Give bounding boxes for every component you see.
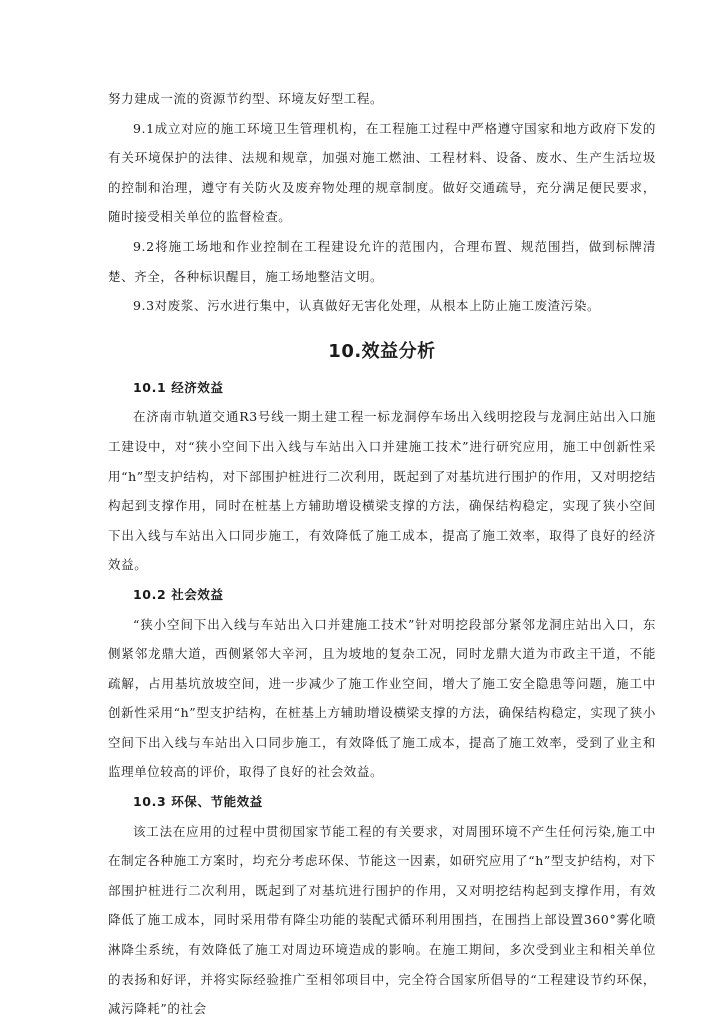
- document-body: [108, 84, 656, 1024]
- subsection-10-1-paragraph: 在济南市轨道交通R3号线一期土建工程一标龙洞停车场出入线明挖段与龙洞庄站出入口施工建设中，对“狭小空间下出入线与车站出入口并建施工技术”进行研究应用，施工中创新性采用“h”型支护结构，对下部围护桩进行二次利用，既起到了对基坑进行围护的作用，又对明挖结构起到支撑作用，同时在桩基上方辅助增设横梁支撑的方法，确保结构稳定，实现了狭小空间下出入线与车站出入口同步施工，有效降低了施工成本，提高了施工效率，取得了良好的经济效益。: [108, 409, 656, 573]
- item-9-2-paragraph: 9.2将施工场地和作业控制在工程建设允许的范围内，合理布置、规范围挡，做到标牌清楚、齐全，各种标识醒目，施工场地整洁文明。: [108, 238, 656, 284]
- item-9-3-paragraph: 9.3对废浆、污水进行集中，认真做好无害化处理，从根本上防止施工废渣污染。: [133, 298, 601, 314]
- subsection-10-3-heading: 10.3 环保、节能效益: [133, 794, 263, 810]
- intro-continuation: 努力建成一流的资源节约型、环境友好型工程。: [108, 91, 384, 106]
- section-10-heading: 10.效益分析: [328, 340, 436, 362]
- subsection-10-2-paragraph: “狭小空间下出入线与车站出入口并建施工技术”针对明挖段部分紧邻龙洞庄站出入口，东侧紧邻龙鼎大道，西侧紧邻大辛河，且为坡地的复杂工况，同时龙鼎大道为市政主干道，不能疏解，占用基坑放坡空间，进一步减少了施工作业空间，增大了施工安全隐患等问题，施工中创新性采用“h”型支护结构，在桩基上方辅助增设横梁支撑的方法，确保结构稳定，实现了狭小空间下出入线与车站出入口同步施工，有效降低了施工成本，提高了施工效率，受到了业主和监理单位较高的评价，取得了良好的社会效益。: [108, 616, 656, 780]
- item-9-1-paragraph: 9.1成立对应的施工环境卫生管理机构，在工程施工过程中严格遵守国家和地方政府下发的有关环境保护的法律、法规和规章，加强对施工燃油、工程材料、设备、废水、生产生活垃圾的控制和治理，遵守有关防火及废弃物处理的规章制度。做好交通疏导，充分满足便民要求，随时接受相关单位的监督检查。: [108, 120, 656, 225]
- subsection-10-3-paragraph: 该工法在应用的过程中贯彻国家节能工程的有关要求，对周围环境不产生任何污染,施工中在制定各种施工方案时，均充分考虑环保、节能这一因素，如研究应用了“h”型支护结构，对下部围护桩进行二次利用，既起到了对基坑进行围护的作用，又对明挖结构起到支撑作用，有效降低了施工成本，同时采用带有降尘功能的装配式循环利用围挡，在围挡上部设置360°雾化喷淋降尘系统，有效降低了施工对周边环境造成的影响。在施工期间，多次受到业主和相关单位的表扬和好评，并将实际经验推广至相邻项目中，完全符合国家所倡导的“工程建设节约环保，减污降耗”的社会: [108, 823, 656, 1017]
- subsection-10-1-heading: 10.1 经济效益: [133, 379, 224, 395]
- subsection-10-2-heading: 10.2 社会效益: [133, 586, 224, 602]
